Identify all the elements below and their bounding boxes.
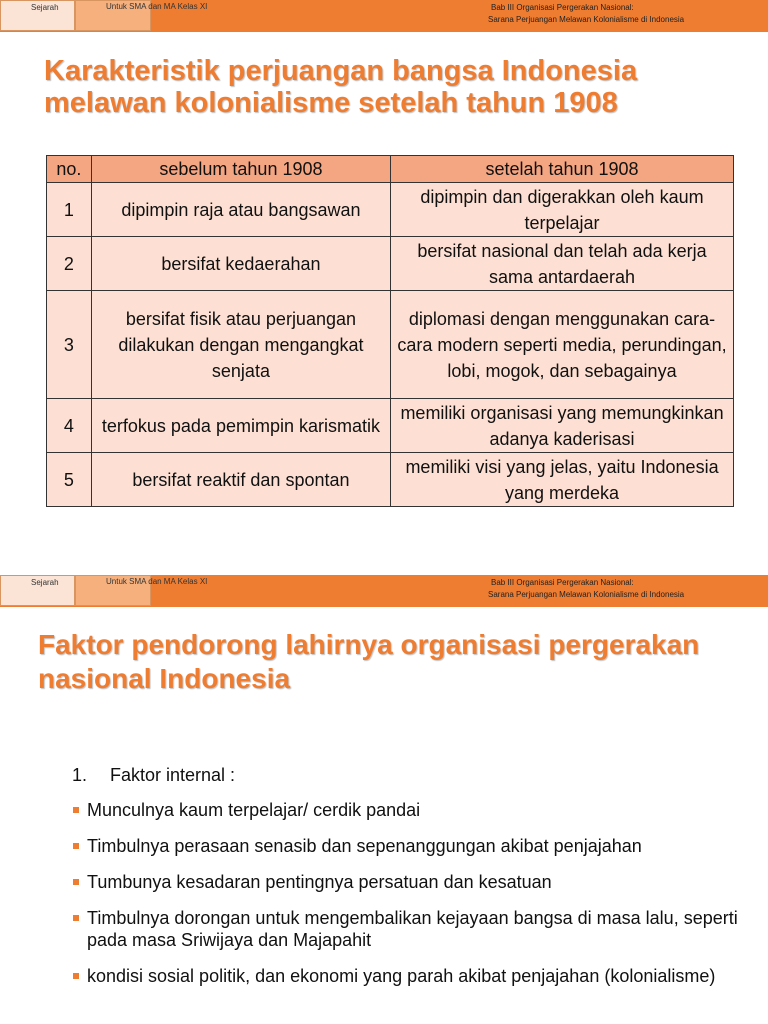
slide-title: [38, 628, 699, 696]
comparison-table: [46, 155, 734, 507]
list-item-text: Munculnya kaum terpelajar/ cerdik pandai: [87, 800, 421, 820]
after-1908-cell: diplomasi dengan menggunakan cara-cara modern seperti media, perundingan, lobi, mogok, dan sebagainya: [391, 291, 734, 399]
list-item: [72, 799, 762, 821]
list-item: [72, 907, 762, 951]
slide-title-line-2: melawan kolonialisme setelah tahun 1908: [44, 87, 618, 119]
after-1908-cell: bersifat nasional dan telah ada kerja sama antardaerah: [391, 237, 734, 291]
row-number: 3: [47, 291, 92, 399]
class-level-label: Untuk SMA dan MA Kelas XI: [106, 2, 208, 11]
list-item: [72, 965, 762, 987]
list-item-text: Tumbunya kesadaran pentingnya persatuan dan kesatuan: [87, 872, 552, 892]
square-bullet-icon: [73, 915, 79, 921]
slide-header: [0, 0, 768, 32]
square-bullet-icon: [73, 973, 79, 979]
row-number: 2: [47, 237, 92, 291]
row-number: 5: [47, 453, 92, 507]
table-row: [47, 237, 734, 291]
before-1908-cell: terfokus pada pemimpin karismatik: [91, 399, 390, 453]
slide-title-line-1: Karakteristik perjuangan bangsa Indonesia: [44, 55, 638, 87]
square-bullet-icon: [73, 879, 79, 885]
square-bullet-icon: [73, 843, 79, 849]
class-level-label: Untuk SMA dan MA Kelas XI: [106, 577, 208, 586]
list-item: [72, 835, 762, 857]
slide-title-line-2: nasional Indonesia: [38, 663, 291, 694]
chapter-line-2: Sarana Perjuangan Melawan Kolonialisme di Indonesia: [488, 590, 685, 599]
square-bullet-icon: [73, 807, 79, 813]
before-1908-cell: bersifat kedaerahan: [91, 237, 390, 291]
table-row: [47, 291, 734, 399]
col-header-no: no.: [47, 156, 92, 183]
table-row: [47, 453, 734, 507]
row-number: 1: [47, 183, 92, 237]
table-row: [47, 399, 734, 453]
table-header-row: [47, 156, 734, 183]
chapter-line-2: Sarana Perjuangan Melawan Kolonialisme di Indonesia: [488, 15, 685, 24]
slide-title: [44, 55, 637, 119]
row-number: 4: [47, 399, 92, 453]
list-heading-text: Faktor internal :: [110, 765, 236, 785]
list-number: 1.: [72, 765, 88, 785]
col-header-after-1908: setelah tahun 1908: [391, 156, 734, 183]
col-header-before-1908: sebelum tahun 1908: [91, 156, 390, 183]
subject-label: Sejarah: [0, 575, 75, 606]
before-1908-cell: bersifat reaktif dan spontan: [91, 453, 390, 507]
chapter-line-1: Bab III Organisasi Pergerakan Nasional:: [491, 3, 634, 12]
slide-driving-factors: [0, 575, 768, 1024]
table-row: [47, 183, 734, 237]
list-item-text: Timbulnya perasaan senasib dan sepenanggungan akibat penjajahan: [87, 836, 642, 856]
list-item-text: kondisi sosial politik, dan ekonomi yang parah akibat penjajahan (kolonialisme): [87, 966, 716, 986]
before-1908-cell: dipimpin raja atau bangsawan: [91, 183, 390, 237]
chapter-label: [488, 577, 685, 601]
after-1908-cell: memiliki organisasi yang memungkinkan adanya kaderisasi: [391, 399, 734, 453]
chapter-line-1: Bab III Organisasi Pergerakan Nasional:: [491, 578, 634, 587]
after-1908-cell: dipimpin dan digerakkan oleh kaum terpelajar: [391, 183, 734, 237]
slide-header: [0, 575, 768, 607]
slide-title-line-1: Faktor pendorong lahirnya organisasi pergerakan: [38, 629, 700, 660]
list-item-text: Timbulnya dorongan untuk mengembalikan kejayaan bangsa di masa lalu, seperti pada masa Sriwijaya dan Majapahit: [87, 908, 738, 950]
list-heading: [72, 765, 235, 786]
chapter-label: [488, 2, 685, 26]
after-1908-cell: memiliki visi yang jelas, yaitu Indonesia yang merdeka: [391, 453, 734, 507]
list-item: [72, 871, 762, 893]
bullet-list: [72, 799, 762, 1001]
before-1908-cell: bersifat fisik atau perjuangan dilakukan dengan mengangkat senjata: [91, 291, 390, 399]
subject-label: Sejarah: [0, 0, 75, 31]
